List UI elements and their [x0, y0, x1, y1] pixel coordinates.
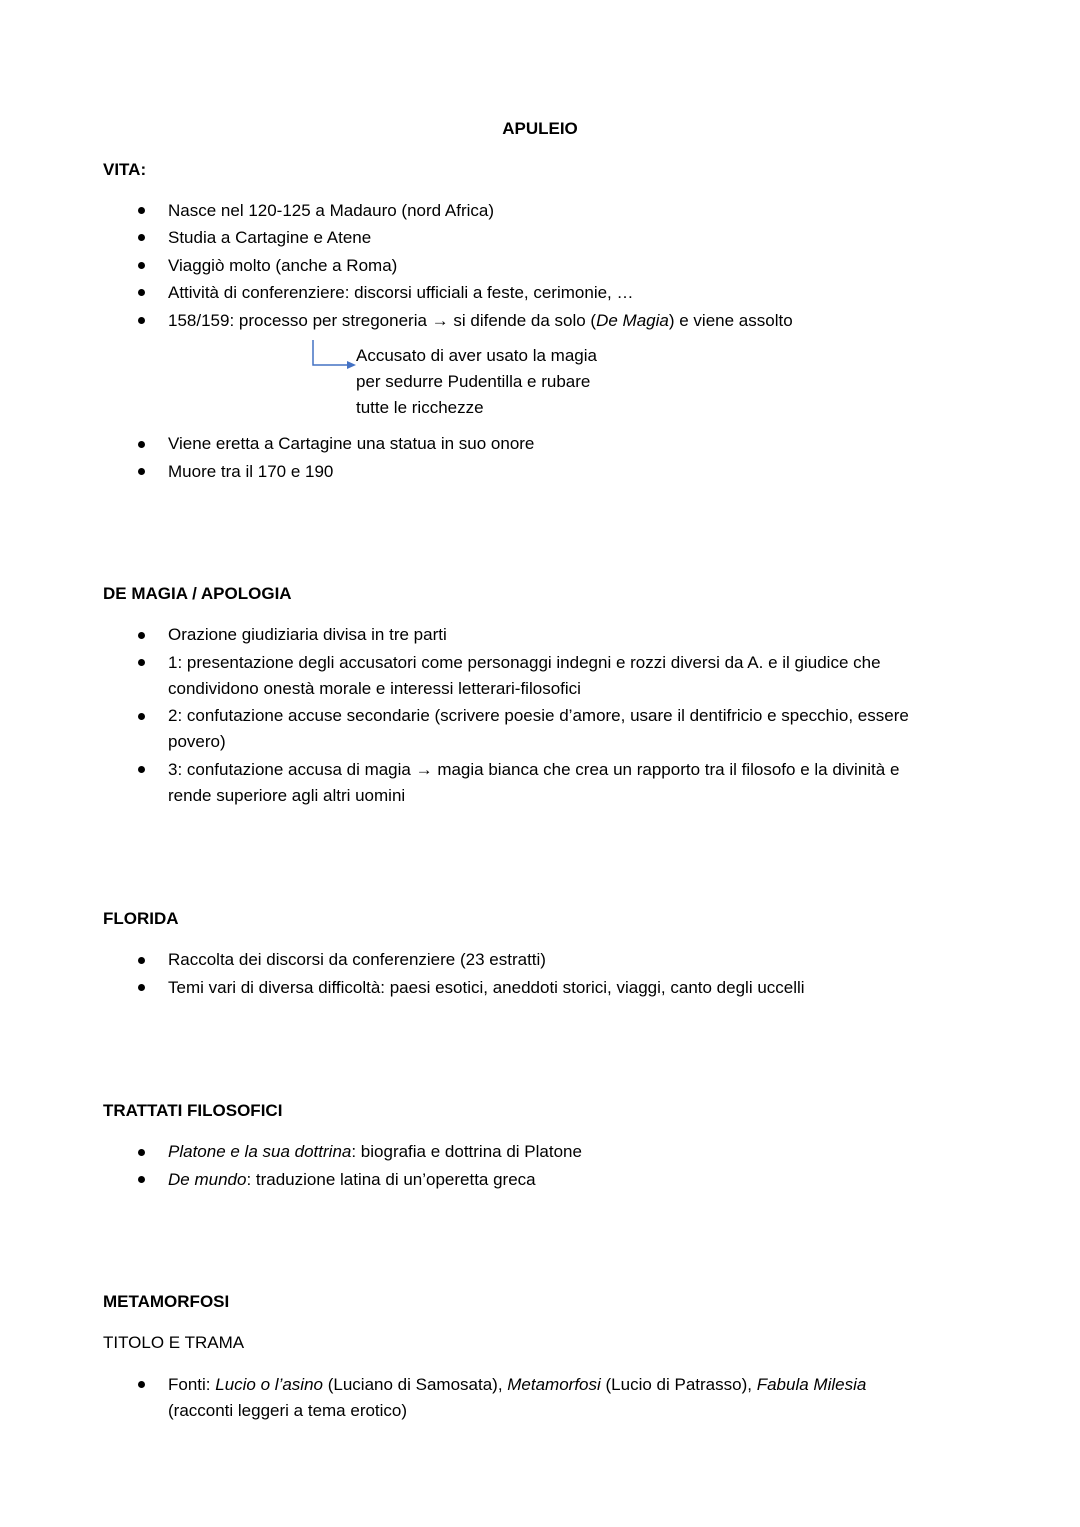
list-item — [168, 308, 793, 335]
section-heading-vita: VITA: — [103, 160, 147, 179]
note-line: Accusato di aver usato la magia — [356, 346, 597, 365]
bullet-icon — [138, 766, 145, 773]
list-item-continuation: condividono onestà morale e interessi letterari-filosofici — [168, 679, 581, 698]
list-item: 3: confutazione accusa di magia → magia bianca che crea un rapporto tra il filosofo e la divinità e — [168, 760, 900, 779]
bullet-icon — [138, 207, 145, 214]
item-text: (Lucio di Patrasso), — [600, 1375, 757, 1394]
item-text: : biografia e dottrina di Platone — [351, 1142, 582, 1161]
section-heading-trattati: TRATTATI FILOSOFICI — [103, 1101, 283, 1120]
item-italic-text: Fabula Milesia — [756, 1375, 867, 1394]
item-text: ) e viene assolto — [668, 311, 793, 330]
list-item: Attività di conferenziere: discorsi ufficiali a feste, cerimonie, … — [168, 283, 634, 302]
bullet-icon — [138, 234, 145, 241]
bullet-icon — [138, 1149, 145, 1156]
list-item-continuation: rende superiore agli altri uomini — [168, 786, 406, 805]
item-italic-text: Lucio o l’asino — [215, 1375, 323, 1394]
bullet-icon — [138, 713, 145, 720]
list-item: Studia a Cartagine e Atene — [168, 228, 372, 247]
item-italic-text: De mundo — [168, 1170, 247, 1189]
list-item: Nasce nel 120-125 a Madauro (nord Africa) — [168, 201, 495, 220]
section-heading-florida: FLORIDA — [103, 909, 179, 928]
bullet-icon — [138, 262, 145, 269]
bullet-icon — [138, 1176, 145, 1183]
list-item: Viaggiò molto (anche a Roma) — [168, 256, 398, 275]
note-line: per sedurre Pudentilla e rubare — [356, 372, 591, 391]
item-italic-text: Metamorfosi — [507, 1375, 601, 1394]
list-item — [168, 1372, 866, 1399]
bullet-icon — [138, 632, 145, 639]
list-item: Temi vari di diversa difficoltà: paesi esotici, aneddoti storici, viaggi, canto degli uccelli — [168, 978, 805, 997]
list-item: Orazione giudiziaria divisa in tre parti — [168, 625, 447, 644]
section-heading-de-magia: DE MAGIA / APOLOGIA — [103, 584, 292, 603]
item-text: (Luciano di Samosata), — [323, 1375, 508, 1394]
list-item: Raccolta dei discorsi da conferenziere (23 estratti) — [168, 950, 546, 969]
bullet-icon — [138, 317, 145, 324]
list-item: Muore tra il 170 e 190 — [168, 462, 334, 481]
bullet-icon — [138, 289, 145, 296]
bullet-icon — [138, 957, 145, 964]
note-line: tutte le ricchezze — [356, 398, 484, 417]
bullet-icon — [138, 441, 145, 448]
subheading-titolo-trama: TITOLO E TRAMA — [103, 1333, 245, 1352]
list-item: Viene eretta a Cartagine una statua in suo onore — [168, 434, 535, 453]
bullet-icon — [138, 468, 145, 475]
bullet-icon — [138, 984, 145, 991]
item-italic-text: Platone e la sua dottrina — [168, 1142, 352, 1161]
item-text: : traduzione latina di un’operetta greca — [246, 1170, 536, 1189]
list-item: 2: confutazione accuse secondarie (scrivere poesie d’amore, usare il dentifricio e specchio, essere — [168, 706, 909, 725]
bent-arrow-icon — [305, 338, 361, 374]
item-italic-text: De Magia — [596, 311, 669, 330]
item-text: 158/159: processo per stregoneria → si difende da solo ( — [168, 311, 597, 330]
section-heading-metamorfosi: METAMORFOSI — [103, 1292, 230, 1311]
list-item-continuation: (racconti leggeri a tema erotico) — [168, 1401, 408, 1420]
page-title: APULEIO — [502, 119, 578, 138]
list-item-continuation: povero) — [168, 732, 226, 751]
bullet-icon — [138, 659, 145, 666]
list-item — [168, 1139, 582, 1166]
list-item — [168, 1167, 536, 1194]
bullet-icon — [138, 1381, 145, 1388]
item-text: Fonti: — [168, 1375, 216, 1394]
list-item: 1: presentazione degli accusatori come personaggi indegni e rozzi diversi da A. e il giudice che — [168, 653, 881, 672]
